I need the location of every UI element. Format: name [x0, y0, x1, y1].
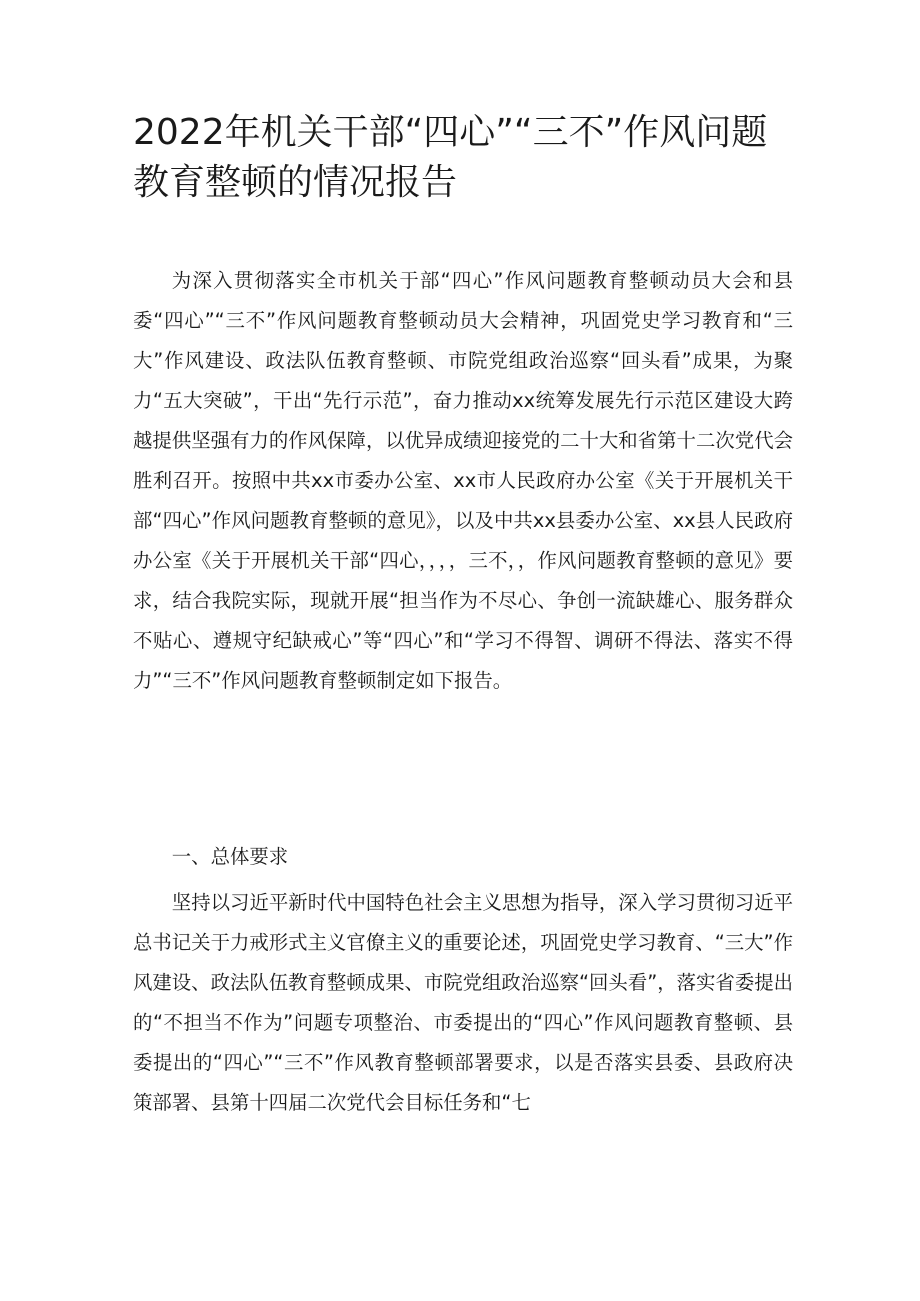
document-title: 2022年机关干部“四心”“三不”作风问题教育整顿的情况报告 — [133, 112, 768, 203]
intro-paragraph: 为深入贯彻落实全市机关于部“四心”作风问题教育整顿动员大会和县委“四心”“三不”作风问题教育整顿动员大会精神，巩固党史学习教育和“三大”作风建设、政法队伍教育整顿、市院党组政治巡察“回头看”成果，为聚力“五大突破”，干出“先行示范”，奋力推动xx统筹发展先行示范区建设大跨越提供坚强有力的作风保障，以优异成绩迎接党的二十大和省第十二次党代会胜利召开。按照中共xx市委办公室、xx市人民政府办公室《关于开展机关干部“四心”作风问题教育整顿的意见》，以及中共xx县委办公室、xx县人民政府办公室《关于开展机关干部“四心，，，，三不，，作风问题教育整顿的意见》要求，结合我院实际，现就开展“担当作为不尽心、争创一流缺雄心、服务群众不贴心、遵规守纪缺戒心”等“四心”和“学习不得智、调研不得法、落实不得力”“三不”作风问题教育整顿制定如下报告。 — [133, 269, 793, 692]
section-heading: 一、总体要求 — [171, 845, 289, 868]
section-paragraph: 坚持以习近平新时代中国特色社会主义思想为指导，深入学习贯彻习近平总书记关于力戒形式主义官僚主义的重要论述，巩固党史学习教育、“三大”作风建设、政法队伍教育整顿成果、市院党组政治巡察“回头看”，落实省委提出的“不担当不作为”问题专项整治、市委提出的“四心”作风问题教育整顿、县委提出的“四心”“三不”作风教育整顿部署要求，以是否落实县委、县政府决策部署、县第十四届二次党代会目标任务和“七 — [133, 891, 793, 1114]
